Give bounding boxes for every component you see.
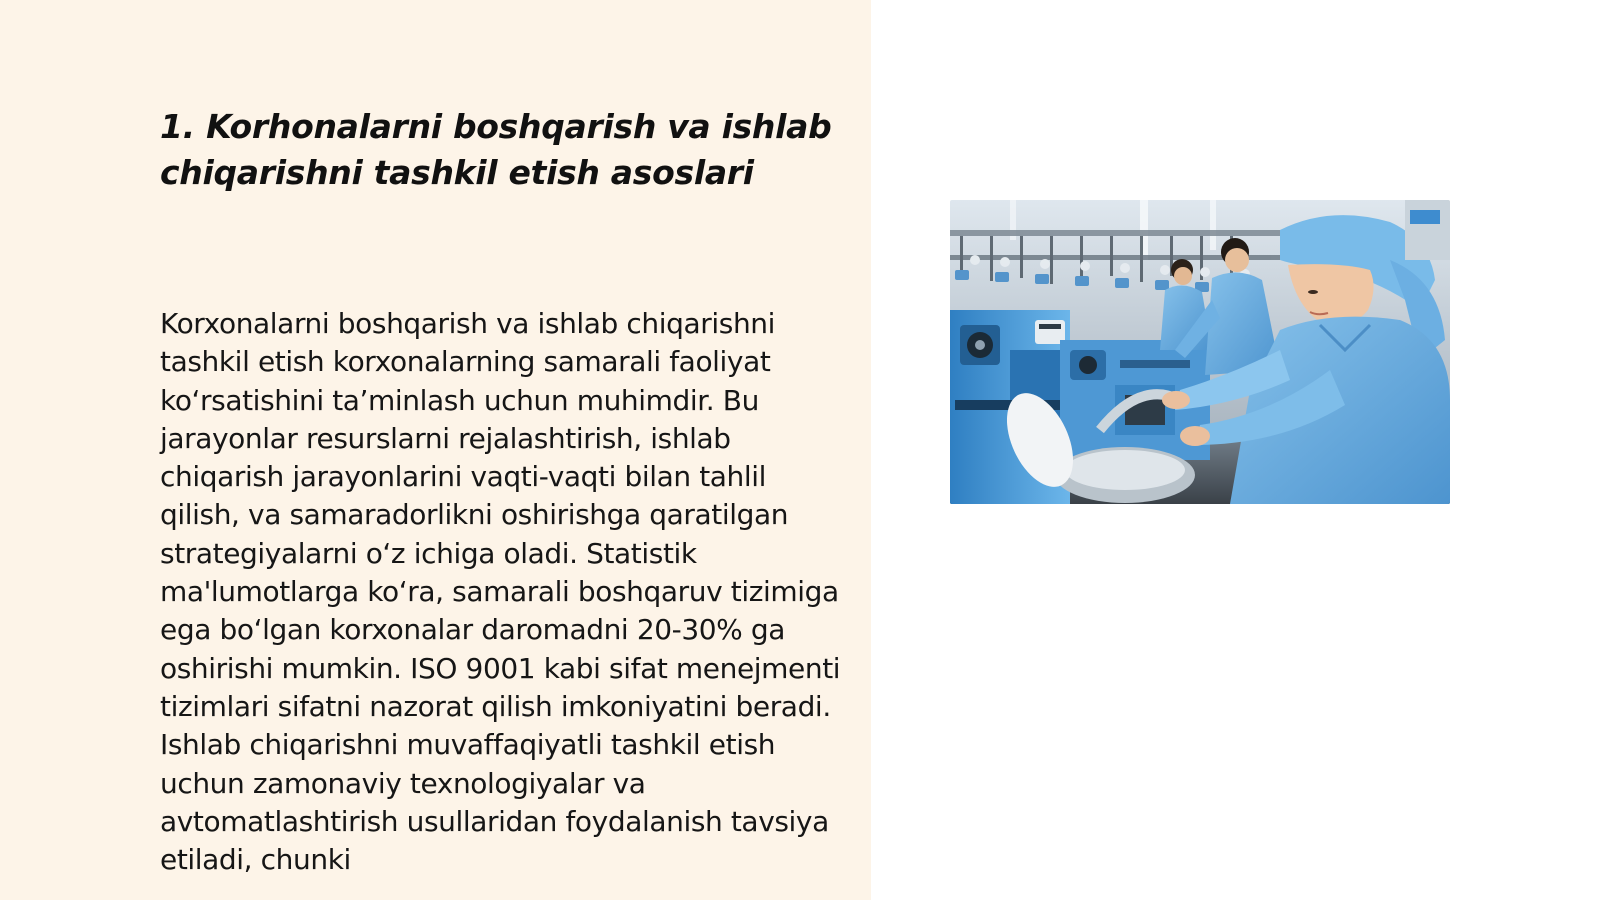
factory-workers-photo — [950, 200, 1450, 504]
slide-body-text: Korxonalarni boshqarish va ishlab chiqarishni tashkil etish korxonalarning samarali faoliyat ko‘rsatishini ta’minlash uchun muhimdir. Bu jarayonlar resurslarni rejalashtirish, ishlab chiqarish jarayonlarini vaqti-vaqti bilan tahlil qilish, va samaradorlikni oshirishga qaratilgan strategiyalarni o‘z ichiga oladi. Statistik ma'lumotlarga ko‘ra, samarali boshqaruv tizimiga ega bo‘lgan korxonalar daromadni 20-30% ga oshirishi mumkin. ISO 9001 kabi sifat menejmenti tizimlari sifatni nazorat qilish imkoniyatini beradi. Ishlab chiqarishni muvaffaqiyatli tashkil etish uchun zamonaviy texnologiyalar va avtomatlashtirish usullaridan foydalanish tavsiya etiladi, chunki — [160, 307, 841, 877]
factory-scene-illustration — [950, 200, 1450, 504]
slide-title: 1. Korhonalarni boshqarish va ishlab chiqarishni tashkil etish asoslari — [160, 107, 832, 192]
